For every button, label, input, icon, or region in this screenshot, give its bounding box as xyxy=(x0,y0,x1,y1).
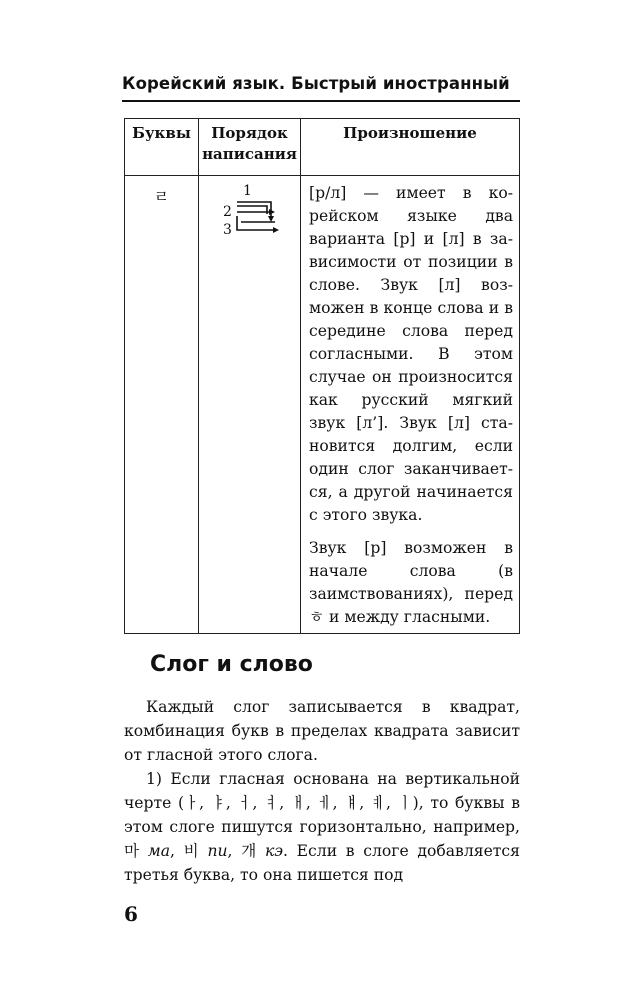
stroke-1-path xyxy=(237,202,271,218)
arrow-right-icon xyxy=(273,227,279,233)
body-text xyxy=(124,695,520,887)
letters-table xyxy=(124,118,520,634)
stroke-number-2: 2 xyxy=(223,204,232,220)
example-reading-ke: кэ xyxy=(264,842,284,860)
body-paragraph-1: Каждый слог записывается в квадрат, комбинация букв в пределах квадрата зависит от гласной этого слога. xyxy=(124,698,520,764)
section-title: Слог и слово xyxy=(150,652,313,677)
stroke-number-1: 1 xyxy=(243,183,252,199)
stroke-order-cell xyxy=(199,176,301,634)
header-letters: Буквы xyxy=(125,119,199,176)
example-reading-pi: пи xyxy=(207,842,228,860)
header-writing-order: Порядок написания xyxy=(199,119,301,176)
body-paragraph-2: 1) Если гласная основана на вертикальной черте (ㅏ, ㅑ, ㅓ, ㅕ, ㅐ, ㅔ, ㅒ, ㅖ, ㅣ), то буквы в этом слоге пишутся горизонтально, например, 마 ма, 비 пи, 개 кэ. Если в слоге добавляется третья буква, то она пишется под xyxy=(124,770,520,884)
paragraph-2-lead: 1) Если гласная основана на вертикальной черте (ㅏ, ㅑ, ㅓ, ㅕ, ㅐ, ㅔ, ㅒ, ㅖ, ㅣ), то буквы в этом слоге пишутся горизонтально, например, xyxy=(124,770,520,836)
stroke-number-3: 3 xyxy=(223,222,232,238)
arrow-down-icon xyxy=(268,216,274,222)
example-korean-ke: 개 xyxy=(241,842,257,860)
pronunciation-paragraph: Звук [р] возможен в начале слова (в заимствованиях), перед ㅎ и между гласными. xyxy=(309,539,513,626)
stroke-3-path xyxy=(237,216,273,230)
arrow-right-icon xyxy=(269,209,275,215)
example-korean-pi: 비 xyxy=(183,842,199,860)
running-head: Корейский язык. Быстрый иностранный xyxy=(122,74,510,93)
header-pronunciation: Произношение xyxy=(301,119,520,176)
example-reading-ma: ма xyxy=(147,842,171,860)
stroke-1-inner xyxy=(237,206,267,214)
paragraph-2-tail: . Если в слоге добавляется третья буква, то она пишется под xyxy=(124,842,520,884)
stroke-order-diagram xyxy=(223,180,293,246)
letter-cell: ㄹ xyxy=(125,176,199,634)
example-korean-ma: 마 xyxy=(124,842,140,860)
pronunciation-paragraph: [р/л] — имеет в корейском языке два варианта [р] и [л] в зависимости от позиции в слове. Звук [л] возможен в конце слова и в середине слова перед согласными. В этом случае он произносится как русский мягкий звук [л’]. Звук [л] становится долгим, если один слог заканчивается, а другой начинается с этого звука. xyxy=(309,184,513,524)
header-rule xyxy=(122,100,520,102)
page-number: 6 xyxy=(124,902,138,926)
table-row xyxy=(125,176,520,634)
table-header-row xyxy=(125,119,520,176)
pronunciation-cell xyxy=(301,176,520,634)
